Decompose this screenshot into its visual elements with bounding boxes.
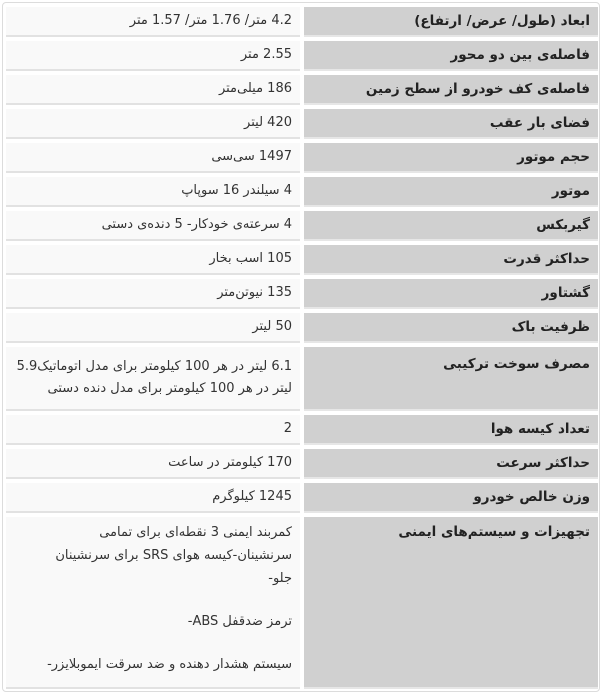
spec-row-fuel-consumption xyxy=(6,347,598,411)
spec-label: حداکثر قدرت xyxy=(304,245,598,275)
spec-value: 170 کیلومتر در ساعت xyxy=(6,449,300,479)
spec-value: 2 xyxy=(6,415,300,445)
spec-row-engine xyxy=(6,177,598,207)
spec-row-wheelbase xyxy=(6,41,598,71)
spec-label: موتور xyxy=(304,177,598,207)
spec-label: وزن خالص خودرو xyxy=(304,483,598,513)
spec-value: 420 لیتر xyxy=(6,109,300,139)
spec-value: 4 سیلندر 16 سوپاپ xyxy=(6,177,300,207)
spec-label: ظرفیت باک xyxy=(304,313,598,343)
spec-value: 105 اسب بخار xyxy=(6,245,300,275)
spec-table-container xyxy=(2,2,600,692)
spec-row-fuel-tank xyxy=(6,313,598,343)
spec-value: 50 لیتر xyxy=(6,313,300,343)
spec-row-engine-displacement xyxy=(6,143,598,173)
spec-value-line: سرنشینان-کیسه هوای SRS برای سرنشینان xyxy=(55,548,292,563)
spec-value: 4 سرعته‌ی خودکار- 5 دنده‌ی دستی xyxy=(6,211,300,241)
spec-value xyxy=(6,517,300,689)
spec-label: فاصله‌ی بین دو محور xyxy=(304,41,598,71)
spec-row-trunk-space xyxy=(6,109,598,139)
spec-value: 1497 سی‌سی xyxy=(6,143,300,173)
car-spec-table xyxy=(2,3,602,693)
spec-value xyxy=(6,347,300,411)
spec-row-curb-weight xyxy=(6,483,598,513)
spec-row-max-power xyxy=(6,245,598,275)
spec-value-line: 6.1 لیتر در هر 100 کیلومتر برای مدل اتوماتیک5.9 xyxy=(16,359,292,374)
spec-row-top-speed xyxy=(6,449,598,479)
spec-row-dimensions xyxy=(6,7,598,37)
line-gap xyxy=(14,633,292,653)
spec-label: گشتاور xyxy=(304,279,598,309)
spec-label: مصرف سوخت ترکیبی xyxy=(304,347,598,411)
spec-value-line: لیتر در هر 100 کیلومتر برای مدل دنده دستی xyxy=(47,381,292,396)
line-gap xyxy=(14,590,292,610)
spec-row-torque xyxy=(6,279,598,309)
spec-label: ابعاد (طول/ عرض/ ارتفاع) xyxy=(304,7,598,37)
spec-value-line: جلو- xyxy=(268,571,292,586)
spec-label: فاصله‌ی کف خودرو از سطح زمین xyxy=(304,75,598,105)
spec-row-airbags xyxy=(6,415,598,445)
spec-label: گیربکس xyxy=(304,211,598,241)
spec-row-ground-clearance xyxy=(6,75,598,105)
spec-label: تعداد کیسه هوا xyxy=(304,415,598,445)
spec-value: 135 نیوتن‌متر xyxy=(6,279,300,309)
spec-value: 1245 کیلوگرم xyxy=(6,483,300,513)
spec-label: فضای بار عقب xyxy=(304,109,598,139)
spec-value: 4.2 متر/ 1.76 متر/ 1.57 متر xyxy=(6,7,300,37)
spec-row-safety-equipment xyxy=(6,517,598,689)
spec-value: 186 میلی‌متر xyxy=(6,75,300,105)
spec-label: تجهیزات و سیستم‌های ایمنی xyxy=(304,517,598,689)
spec-label: حجم موتور xyxy=(304,143,598,173)
spec-value-line: کمربند ایمنی 3 نقطه‌ای برای تمامی xyxy=(99,525,292,540)
spec-value: 2.55 متر xyxy=(6,41,300,71)
spec-label: حداکثر سرعت xyxy=(304,449,598,479)
spec-row-gearbox xyxy=(6,211,598,241)
spec-value-line: سیستم هشدار دهنده و ضد سرقت ایموبلایزر- xyxy=(47,657,292,672)
spec-value-line: ترمز ضدقفل ABS- xyxy=(187,614,292,629)
